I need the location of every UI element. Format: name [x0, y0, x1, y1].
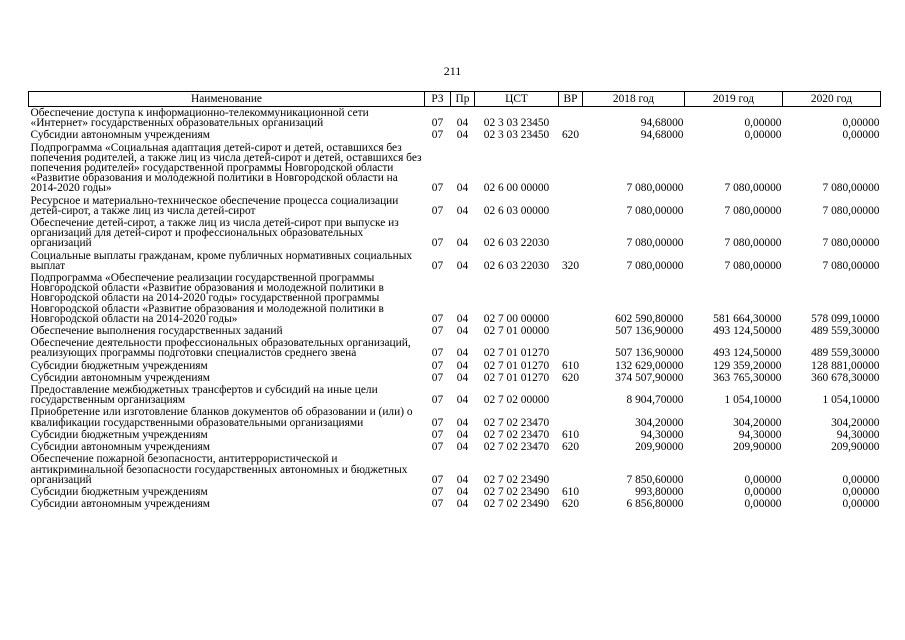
header-2018: 2018 год — [583, 92, 685, 107]
cell-2020: 578 099,10000 — [811, 312, 880, 325]
budget-table — [28, 91, 881, 510]
cell-2020: 0,00000 — [842, 485, 880, 498]
cell-vr: 620 — [561, 129, 580, 142]
cell-rz: 07 — [431, 359, 444, 372]
table-row — [29, 441, 881, 453]
cell-2020: 0,00000 — [842, 129, 880, 142]
cell-2020: 489 559,30000 — [811, 347, 880, 360]
cell-name: Приобретение или изготовление бланков документов об образовании и (или) о квалификации государственными образовательными организациями — [30, 406, 413, 429]
cell-rz: 07 — [431, 237, 444, 250]
cell-2019: 7 080,00000 — [724, 204, 782, 217]
cell-2020: 7 080,00000 — [822, 182, 880, 195]
header-rz: РЗ — [425, 92, 451, 107]
cell-name: Социальные выплаты гражданам, кроме публичных нормативных социальных выплат — [30, 249, 413, 272]
cell-cst: 02 7 01 01270 — [483, 359, 550, 372]
cell-name: Предоставление межбюджетных трансфертов и субсидий на иные цели государственным организациям — [30, 384, 378, 407]
table-row — [29, 453, 881, 486]
cell-vr: 320 — [561, 259, 580, 272]
table-row — [29, 195, 881, 217]
cell-2019: 209,90000 — [733, 441, 782, 454]
cell-2018: 7 080,00000 — [626, 237, 684, 250]
cell-vr — [559, 337, 583, 359]
cell-rz: 07 — [431, 182, 444, 195]
cell-pr: 04 — [456, 359, 469, 372]
table-row — [29, 272, 881, 325]
cell-vr — [559, 107, 583, 130]
cell-2019: 0,00000 — [744, 129, 782, 142]
cell-vr — [559, 453, 583, 486]
table-row — [29, 360, 881, 372]
cell-2018: 8 904,70000 — [626, 394, 684, 407]
table-body — [29, 107, 881, 511]
cell-pr: 04 — [456, 204, 469, 217]
cell-rz: 07 — [431, 473, 444, 486]
cell-vr — [559, 384, 583, 406]
cell-pr: 04 — [456, 325, 469, 338]
cell-name: Субсидии бюджетным учреждениям — [30, 428, 208, 441]
cell-vr: 620 — [561, 441, 580, 454]
cell-2019: 7 080,00000 — [724, 259, 782, 272]
cell-cst: 02 6 03 22030 — [483, 259, 550, 272]
cell-vr — [559, 142, 583, 195]
cell-2019: 94,30000 — [738, 428, 782, 441]
cell-2019: 0,00000 — [744, 473, 782, 486]
cell-2018: 94,68000 — [640, 117, 684, 130]
cell-2019: 304,20000 — [733, 416, 782, 429]
cell-2019: 493 124,50000 — [713, 325, 782, 338]
cell-2019: 581 664,30000 — [713, 312, 782, 325]
cell-pr: 04 — [456, 312, 469, 325]
cell-rz: 07 — [431, 485, 444, 498]
cell-vr: 610 — [561, 359, 580, 372]
header-2019: 2019 год — [685, 92, 783, 107]
cell-rz: 07 — [431, 371, 444, 384]
cell-pr: 04 — [456, 117, 469, 130]
cell-pr: 04 — [456, 394, 469, 407]
cell-cst: 02 7 02 23470 — [483, 428, 550, 441]
cell-2020: 0,00000 — [842, 498, 880, 511]
cell-2019: 7 080,00000 — [724, 237, 782, 250]
table-row — [29, 129, 881, 141]
cell-2018: 94,68000 — [640, 129, 684, 142]
cell-cst: 02 3 03 23450 — [483, 129, 550, 142]
cell-vr: 610 — [561, 428, 580, 441]
cell-vr: 620 — [561, 498, 580, 511]
cell-2019: 0,00000 — [744, 485, 782, 498]
table-header-row — [29, 92, 881, 107]
header-pr: Пр — [451, 92, 475, 107]
cell-2018: 7 080,00000 — [626, 182, 684, 195]
cell-pr: 04 — [456, 416, 469, 429]
cell-2018: 94,30000 — [640, 428, 684, 441]
cell-2020: 1 054,10000 — [822, 394, 880, 407]
cell-pr: 04 — [456, 498, 469, 511]
cell-vr — [559, 272, 583, 325]
cell-pr: 04 — [456, 259, 469, 272]
cell-2020: 7 080,00000 — [822, 204, 880, 217]
cell-name: Подпрограмма «Обеспечение реализации государственной программы Новгородской области «Развитие образования и молодежной политики в Новгородской области на 2014-2020 годы» государственной программы Новгородской области «Развитие образования и молодежной политики в Новгородской области на 2014-2020 годы» — [30, 272, 384, 325]
cell-2019: 129 359,20000 — [713, 359, 782, 372]
cell-cst: 02 6 00 00000 — [483, 182, 550, 195]
cell-name: Обеспечение деятельности профессиональных образовательных организаций, реализующих программы подготовки специалистов среднего звена — [30, 337, 411, 360]
cell-rz: 07 — [431, 394, 444, 407]
cell-2020: 128 881,00000 — [811, 359, 880, 372]
table-row — [29, 498, 881, 510]
cell-pr: 04 — [456, 237, 469, 250]
table-row — [29, 217, 881, 250]
cell-rz: 07 — [431, 129, 444, 142]
cell-2020: 94,30000 — [836, 428, 880, 441]
cell-rz: 07 — [431, 325, 444, 338]
table-row — [29, 250, 881, 272]
cell-rz: 07 — [431, 312, 444, 325]
cell-vr — [559, 406, 583, 428]
cell-2018: 209,90000 — [635, 441, 684, 454]
cell-2018: 6 856,80000 — [626, 498, 684, 511]
cell-vr — [559, 325, 583, 337]
cell-2020: 360 678,30000 — [811, 371, 880, 384]
table-row — [29, 429, 881, 441]
table-row — [29, 406, 881, 428]
cell-2018: 304,20000 — [635, 416, 684, 429]
cell-pr: 04 — [456, 441, 469, 454]
page-number: 211 — [443, 64, 462, 78]
cell-2019: 0,00000 — [744, 117, 782, 130]
table-row — [29, 337, 881, 359]
cell-cst: 02 6 03 22030 — [483, 237, 550, 250]
cell-2020: 489 559,30000 — [811, 325, 880, 338]
cell-cst: 02 7 01 01270 — [483, 371, 550, 384]
cell-pr: 04 — [456, 129, 469, 142]
cell-rz: 07 — [431, 117, 444, 130]
header-name: Наименование — [29, 92, 425, 107]
cell-2018: 507 136,90000 — [615, 325, 684, 338]
cell-2018: 7 850,60000 — [626, 473, 684, 486]
header-2020: 2020 год — [783, 92, 881, 107]
cell-cst: 02 3 03 23450 — [483, 117, 550, 130]
cell-pr: 04 — [456, 473, 469, 486]
table-row — [29, 384, 881, 406]
cell-2020: 0,00000 — [842, 117, 880, 130]
cell-cst: 02 7 02 23490 — [483, 485, 550, 498]
header-cst: ЦСТ — [475, 92, 559, 107]
cell-2018: 602 590,80000 — [615, 312, 684, 325]
cell-rz: 07 — [431, 204, 444, 217]
table-row — [29, 486, 881, 498]
cell-name: Субсидии автономным учреждениям — [30, 371, 210, 384]
cell-vr — [559, 195, 583, 217]
cell-cst: 02 7 02 23470 — [483, 441, 550, 454]
cell-cst: 02 6 03 00000 — [483, 204, 550, 217]
cell-name: Субсидии автономным учреждениям — [30, 441, 210, 454]
cell-cst: 02 7 01 00000 — [483, 325, 550, 338]
cell-vr: 620 — [561, 371, 580, 384]
cell-vr — [559, 217, 583, 250]
cell-2018: 7 080,00000 — [626, 204, 684, 217]
cell-name: Субсидии автономным учреждениям — [30, 498, 210, 511]
cell-name: Обеспечение выполнения государственных заданий — [30, 325, 283, 338]
cell-cst: 02 7 02 23470 — [483, 416, 550, 429]
cell-name: Обеспечение детей-сирот, а также лиц из числа детей-сирот при выпуске из организаций для детей-сирот и профессиональных образовательных организаций — [30, 217, 399, 250]
cell-vr: 610 — [561, 485, 580, 498]
cell-2019: 7 080,00000 — [724, 182, 782, 195]
cell-name: Субсидии бюджетным учреждениям — [30, 485, 208, 498]
cell-name: Обеспечение пожарной безопасности, антитеррористической и антикриминальной безопасности государственных автономных и бюджетных организаций — [30, 453, 408, 486]
cell-name: Подпрограмма «Социальная адаптация детей-сирот и детей, оставшихся без попечения родителей, а также лиц из числа детей-сирот и детей, оставшихся без попечения родителей» государственной программы Новгородской области «Развитие образования и молодежной политики в Новгородской области на 2014-2020 годы» — [30, 141, 422, 195]
cell-2020: 209,90000 — [831, 441, 880, 454]
cell-2018: 7 080,00000 — [626, 259, 684, 272]
cell-2019: 0,00000 — [744, 498, 782, 511]
cell-rz: 07 — [431, 428, 444, 441]
cell-name: Обеспечение доступа к информационно-телекоммуникационной сети «Интернет» государственных образовательных организаций — [30, 107, 369, 130]
cell-pr: 04 — [456, 182, 469, 195]
cell-rz: 07 — [431, 347, 444, 360]
cell-2020: 0,00000 — [842, 473, 880, 486]
cell-2018: 993,80000 — [635, 485, 684, 498]
table-row — [29, 107, 881, 130]
cell-2018: 132 629,00000 — [615, 359, 684, 372]
cell-2020: 7 080,00000 — [822, 259, 880, 272]
cell-rz: 07 — [431, 441, 444, 454]
cell-rz: 07 — [431, 259, 444, 272]
cell-2020: 7 080,00000 — [822, 237, 880, 250]
cell-2019: 1 054,10000 — [724, 394, 782, 407]
cell-cst: 02 7 00 00000 — [483, 312, 550, 325]
header-vr: ВР — [559, 92, 583, 107]
cell-2019: 493 124,50000 — [713, 347, 782, 360]
table-row — [29, 142, 881, 195]
cell-cst: 02 7 01 01270 — [483, 347, 550, 360]
cell-name: Субсидии автономным учреждениям — [30, 129, 210, 142]
cell-pr: 04 — [456, 485, 469, 498]
cell-pr: 04 — [456, 347, 469, 360]
cell-2018: 507 136,90000 — [615, 347, 684, 360]
cell-cst: 02 7 02 23490 — [483, 498, 550, 511]
cell-pr: 04 — [456, 428, 469, 441]
cell-name: Субсидии бюджетным учреждениям — [30, 359, 208, 372]
cell-cst: 02 7 02 23490 — [483, 473, 550, 486]
cell-rz: 07 — [431, 498, 444, 511]
cell-rz: 07 — [431, 416, 444, 429]
table-row — [29, 325, 881, 337]
cell-2019: 363 765,30000 — [713, 371, 782, 384]
table-row — [29, 372, 881, 384]
cell-name: Ресурсное и материально-техническое обеспечение процесса социализации детей-сирот, а также лиц из числа детей-сирот — [30, 194, 399, 217]
cell-cst: 02 7 02 00000 — [483, 394, 550, 407]
cell-2018: 374 507,90000 — [615, 371, 684, 384]
cell-2020: 304,20000 — [831, 416, 880, 429]
cell-pr: 04 — [456, 371, 469, 384]
